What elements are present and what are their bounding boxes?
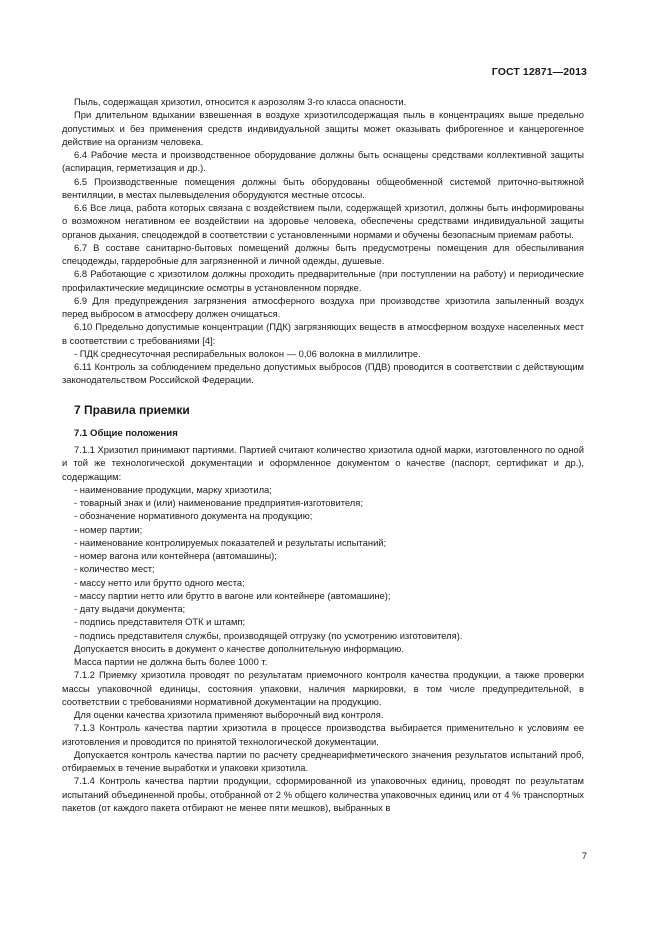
paragraph: Допускается контроль качества партии по расчету среднеарифметического значения результатов испытаний проб, отбираемых в течение выработки и упаковки хризотила. (62, 748, 584, 773)
paragraph: 6.10 Предельно допустимые концентрации (ПДК) загрязняющих веществ в атмосферном воздухе населенных мест в соответствии с требованиями [4]: (62, 321, 584, 346)
list-item: - подпись представителя службы, производящей отгрузку (по усмотрению изготовителя). (74, 629, 463, 641)
paragraph: 6.4 Рабочие места и производственное оборудование должны быть оснащены средствами коллективной защиты (аспирация, герметизация и др.). (62, 149, 584, 174)
paragraph: 6.5 Производственные помещения должны быть оборудованы общеобменной системой приточно-вытяжной вентиляции, в местах пылевыделения оборудуются местные отсосы. (62, 175, 584, 200)
paragraph: 6.6 Все лица, работа которых связана с воздействием пыли, содержащей хризотил, должны быть информированы о возможном негативном ее воздействии на здоровье человека, обеспечены средствами индивидуальной защиты органов дыхания, спецодеждой в соответствии с установленными нормами и обучены безопасным приемам работы. (62, 202, 584, 240)
subsection-7-1-heading: 7.1 Общие положения (74, 427, 178, 439)
paragraph: 6.7 В составе санитарно-бытовых помещений должны быть предусмотрены помещения для обеспыливания спецодежды, гардеробные для загрязненной и личной одежды, душевые. (62, 241, 584, 266)
pdk-list-item: - ПДК среднесуточная респирабельных волокон — 0,06 волокна в миллилитре. (74, 347, 421, 359)
paragraph: Масса партии не должна быть более 1000 т. (74, 656, 268, 667)
paragraph-6-11: 6.11 Контроль за соблюдением предельно допустимых выбросов (ПДВ) проводится в соответствии с действующим законодательством Российской Федерации. (62, 361, 584, 386)
document-contents-list (62, 483, 584, 642)
list-item: - количество мест; (74, 563, 155, 575)
section-7-heading: 7 Правила приемки (74, 402, 190, 417)
list-item: - товарный знак и (или) наименование предприятия-изготовителя; (74, 497, 363, 508)
list-item: - подпись представителя ОТК и штамп; (74, 616, 246, 628)
page-content (62, 95, 584, 814)
list-item: - массу нетто или брутто одного места; (74, 576, 245, 588)
paragraph: Допускается вносить в документ о качестве дополнительную информацию. (74, 642, 404, 654)
paragraph: Пыль, содержащая хризотил, относится к аэрозолям 3-го класса опасности. (74, 96, 407, 107)
list-item: - номер партии; (74, 523, 143, 535)
list-item: - дату выдачи документа; (74, 603, 186, 614)
paragraph: 7.1.4 Контроль качества партии продукции, сформированной из упаковочных единиц, проводят по результатам испытаний объединенной пробы, отобранной от 2 % общего количества упаковочных единиц или от 4 % транспортных пакетов (от каждого пакета отбирают не менее пяти мешков), выбранных в (62, 775, 584, 813)
list-item: - массу партии нетто или брутто в вагоне или контейнере (автомашине); (74, 589, 391, 601)
document-header: ГОСТ 12871—2013 (491, 66, 587, 78)
paragraph: 7.1.2 Приемку хризотила проводят по результатам приемочного контроля качества продукции, а также проверки массы упаковочной единицы, состояния упаковки, наличия маркировки, в том числе предупредительной, в соответствии с требованиями нормативной документации на продукцию. (62, 669, 584, 707)
list-item: - обозначение нормативного документа на продукцию; (74, 510, 313, 522)
list-item: - наименование контролируемых показателей и результаты испытаний; (74, 536, 387, 548)
section-6-body (62, 95, 584, 347)
list-item: - номер вагона или контейнера (автомашины); (74, 550, 277, 561)
section-7-body (62, 642, 584, 814)
paragraph: 7.1.3 Контроль качества партии хризотила в процессе производства выбирается применительно к условиям ее изготовления и проводится по принятой технологической документации. (62, 722, 584, 747)
paragraph: При длительном вдыхании взвешенная в воздухе хризотилсодержащая пыль в концентрациях выше предельно допустимых и без применения средств индивидуальной защиты может оказывать фиброгенное и канцерогенное действие на организм человека. (62, 109, 584, 147)
paragraph-7-1-1: 7.1.1 Хризотил принимают партиями. Партией считают количество хризотила одной марки, изготовленного по одной и той же технологической документации и оформленное документом о качестве (паспорт, сертификат и др.), содержащим: (62, 444, 584, 482)
paragraph: 6.9 Для предупреждения загрязнения атмосферного воздуха при производстве хризотила запыленный воздух перед выбросом в атмосферу должен очищаться. (62, 294, 584, 319)
list-item: - наименование продукции, марку хризотила; (74, 483, 272, 495)
page-number: 7 (581, 850, 587, 861)
paragraph: 6.8 Работающие с хризотилом должны проходить предварительные (при поступлении на работу) и периодические профилактические медицинские осмотры в установленном порядке. (62, 268, 584, 293)
paragraph: Для оценки качества хризотила применяют выборочный вид контроля. (74, 709, 384, 720)
